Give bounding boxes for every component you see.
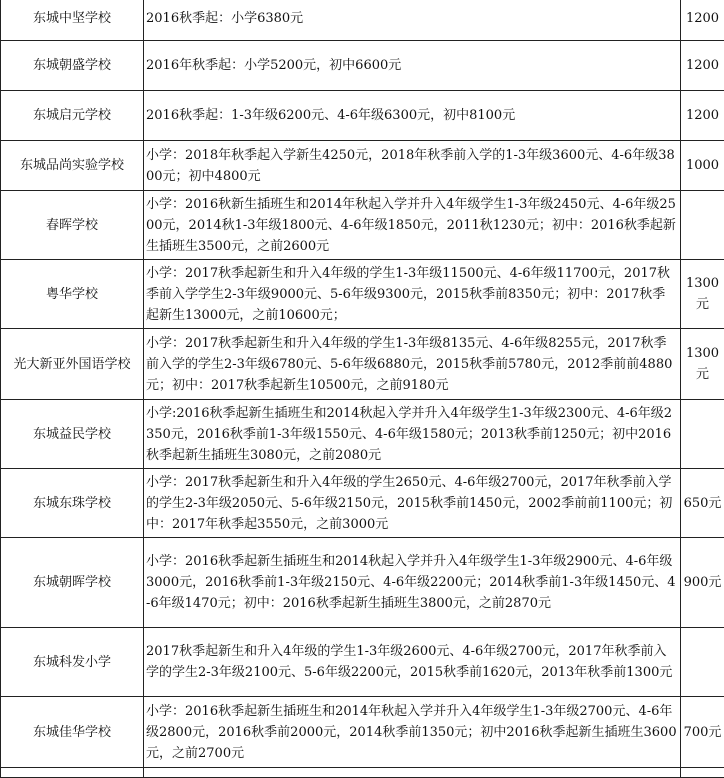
- school-name-cell: 东城品尚实验学校: [1, 141, 144, 191]
- extra-fee-cell: 1200: [681, 91, 724, 141]
- school-name-cell: 东城启元学校: [1, 91, 144, 141]
- extra-fee-cell: 650元: [681, 469, 724, 538]
- fee-detail-cell: 小学：2017秋季起新生和升入4年级的学生1-3年级11500元、4-6年级11700元，2017秋季前入学学生2-3年级9000元、5-6年级9300元，2015秋季前8350元；初中：2017秋季起新生13000元，之前10600元；: [144, 260, 681, 329]
- fee-detail-cell: 小学：2018年秋季起入学新生4250元，2018年秋季前入学的1-3年级3600元、4-6年级3800元；初中4800元: [144, 141, 681, 191]
- school-name-cell: 东城益民学校: [1, 400, 144, 469]
- fee-detail-cell: 小学:2016秋季起新生插班生和2014秋起入学并升入4年级学生1-3年级2300元、4-6年级2350元，2016秋季前1-3年级1550元、4-6年级1580元；2013秋季前1250元；初中2016秋季起新生插班生3080元，之前2080元: [144, 400, 681, 469]
- extra-fee-cell: [681, 628, 724, 697]
- extra-fee-cell: 1200: [681, 0, 724, 41]
- extra-fee-cell: 1000: [681, 141, 724, 191]
- table-row: [1, 260, 724, 329]
- fee-detail-cell: 小学：2016秋季起新生插班生和2014年秋起入学并升入4年级学生1-3年级2700元、4-6年级2800元，2016秋季前2000元，2014秋季前1350元；初中2016秋季起新生插班生3600元，之前2700元: [144, 697, 681, 768]
- table-row: [1, 41, 724, 91]
- table-row: [1, 191, 724, 260]
- extra-fee-cell: 900元: [681, 538, 724, 628]
- extra-fee-cell: [681, 400, 724, 469]
- school-name-cell: 春晖学校: [1, 191, 144, 260]
- table-row: [1, 329, 724, 400]
- fee-detail-cell: 2017秋季起新生和升入4年级的学生1-3年级2600元、4-6年级2700元，2017年秋季前入学的学生2-3年级2100元、5-6年级2200元，2015秋季前1620元，2013年秋季前1300元: [144, 628, 681, 697]
- table-row: [1, 91, 724, 141]
- school-name-cell: 东城朝晖学校: [1, 538, 144, 628]
- extra-fee-cell: 700元: [681, 697, 724, 768]
- school-name-cell: 东城东珠学校: [1, 469, 144, 538]
- school-name-cell: [1, 768, 144, 778]
- extra-fee-cell: 1200: [681, 41, 724, 91]
- table-row: [1, 0, 724, 41]
- fee-detail-cell: 小学：2016秋新生插班生和2014年秋起入学并升入4年级学生1-3年级2450元、4-6年级2500元，2014秋1-3年级1800元、4-6年级1850元，2011秋1230元；初中：2016秋季起新生插班生3500元，之前2600元: [144, 191, 681, 260]
- fee-detail-cell: 小学：2017秋季起新生和升入4年级的学生1-3年级8135元、4-6年级8255元，2017秋季前入学的学生2-3年级6780元、5-6年级6880元，2015秋季前5780元，2012季前前4880元；初中：2017秋季起新生10500元，之前9180元: [144, 329, 681, 400]
- table-row: [1, 697, 724, 768]
- extra-fee-cell: [681, 191, 724, 260]
- table-row: [1, 768, 724, 778]
- school-name-cell: 东城科发小学: [1, 628, 144, 697]
- school-name-cell: 东城朝盛学校: [1, 41, 144, 91]
- fee-detail-cell: [144, 768, 681, 778]
- table-row: [1, 538, 724, 628]
- school-name-cell: 东城佳华学校: [1, 697, 144, 768]
- fee-detail-cell: 小学：2017秋季起新生和升入4年级的学生2650元、4-6年级2700元，2017年秋季前入学的学生2-3年级2050元、5-6年级2150元，2015秋季前1450元，2002季前前1100元；初中：2017年秋季起3550元，之前3000元: [144, 469, 681, 538]
- school-name-cell: 东城中坚学校: [1, 0, 144, 41]
- table-row: [1, 628, 724, 697]
- table-row: [1, 469, 724, 538]
- fee-detail-cell: 2016秋季起：1-3年级6200元、4-6年级6300元，初中8100元: [144, 91, 681, 141]
- fee-detail-cell: 2016秋季起：小学6380元: [144, 0, 681, 41]
- fee-detail-cell: 2016年秋季起：小学5200元，初中6600元: [144, 41, 681, 91]
- extra-fee-cell: 1300元: [681, 329, 724, 400]
- school-name-cell: 粤华学校: [1, 260, 144, 329]
- school-name-cell: 光大新亚外国语学校: [1, 329, 144, 400]
- extra-fee-cell: [681, 768, 724, 778]
- extra-fee-cell: 1300元: [681, 260, 724, 329]
- table-row: [1, 400, 724, 469]
- table-row: [1, 141, 724, 191]
- fee-detail-cell: 小学：2016秋季起新生插班生和2014秋起入学并升入4年级学生1-3年级2900元、4-6年级3000元，2016秋季前1-3年级2150元、4-6年级2200元；2014秋季前1-3年级1450元、4-6年级1470元；初中：2016秋季起新生插班生3800元，之前2870元: [144, 538, 681, 628]
